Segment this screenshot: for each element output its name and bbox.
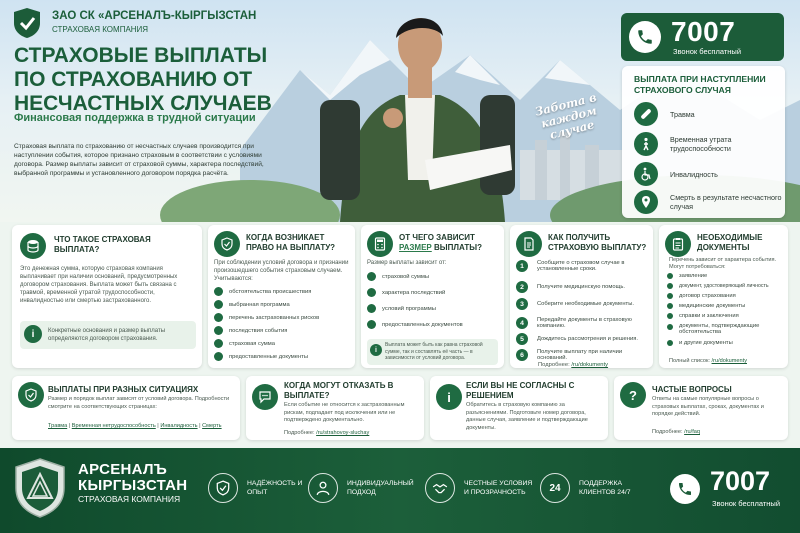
feature-individual — [308, 470, 417, 506]
more-link[interactable]: /ru/dokumenty — [571, 362, 609, 368]
info-icon: i — [370, 344, 382, 356]
situation-links: Травма | Временная нетрудоспособность | Инвалидность | Смерть — [48, 423, 222, 429]
card-text: Это денежная сумма, которую страховая компания выплачивает при наличии оснований, предусмотренных договором страхования. Выплата может быть связана с травмой, временной утратой трудоспособности, инвалидностью или смертью застрахованного. — [20, 266, 178, 304]
card-faq — [614, 376, 788, 440]
card-what-is-payout — [12, 225, 202, 368]
footer-brand: АРСЕНАЛЪ — [78, 461, 168, 478]
step-item: 3 Соберите необходимые документы. — [516, 298, 649, 310]
map-pin-icon — [634, 190, 658, 214]
more-link[interactable]: /ru/strahovoy-sluchay — [316, 430, 370, 436]
footer-brand-type: СТРАХОВАЯ КОМПАНИЯ — [78, 494, 181, 504]
card-amount-factors — [361, 225, 504, 368]
phone-icon — [670, 474, 700, 504]
list-item: заявление — [667, 273, 707, 279]
card-text: Ответы на самые популярные вопросы о страховых выплатах, сроках, документах и порядке действий. — [652, 396, 764, 417]
company-type: СТРАХОВАЯ КОМПАНИЯ — [52, 25, 149, 34]
feature-label: ИНДИВИДУАЛЬНЫЙ ПОДХОД — [347, 480, 414, 496]
card-how-to-get — [510, 225, 653, 368]
shield-logo-icon — [12, 7, 42, 39]
check-icon — [214, 339, 223, 348]
info-note-text: Конкретные основания и размер выплаты определяются договором страхования. — [48, 328, 166, 342]
step-item: 4 Передайте документы в страховую компанию. — [516, 317, 649, 329]
list-item: последствия события — [214, 326, 287, 335]
page-subtitle: Финансовая поддержка в трудной ситуации — [14, 112, 256, 124]
check-icon — [214, 313, 223, 322]
list-item: обстоятельства происшествия — [214, 287, 311, 296]
handshake-icon — [425, 473, 455, 503]
step-item: 5 Дождитесь рассмотрения и решения. — [516, 333, 649, 345]
footer-brand-country: КЫРГЫЗСТАН — [78, 477, 188, 494]
card-title: ЕСЛИ ВЫ НЕ СОГЛАСНЫ С РЕШЕНИЕМ — [466, 381, 575, 400]
check-icon — [667, 313, 673, 319]
card-title: ЧАСТЫЕ ВОПРОСЫ — [652, 385, 732, 394]
link-disability[interactable]: Инвалидность — [160, 423, 198, 429]
more-line: Подробнее: /ru/strahovoy-sluchay — [284, 430, 370, 436]
list-item: страховая сумма — [214, 339, 275, 348]
chat-bubble-icon — [252, 384, 278, 410]
payout-cases-title: ВЫПЛАТА ПРИ НАСТУПЛЕНИИ СТРАХОВОГО СЛУЧАЯ — [634, 74, 766, 95]
bullet-icon — [367, 272, 376, 281]
link-temp-disability[interactable]: Временная нетрудоспособность — [71, 423, 156, 429]
link-death[interactable]: Смерть — [202, 423, 222, 429]
card-title: НЕОБХОДИМЫЕ ДОКУМЕНТЫ — [697, 233, 763, 252]
check-icon — [667, 303, 673, 309]
card-title: КАК ПОЛУЧИТЬ СТРАХОВУЮ ВЫПЛАТУ? — [548, 233, 647, 252]
list-item: выбранная программа — [214, 300, 290, 309]
payout-item-disability-temp — [634, 131, 784, 157]
payout-item-label: Травма — [670, 109, 695, 119]
person-with-arm-sling-image — [300, 0, 540, 222]
list-item: предоставленных документов — [367, 320, 463, 329]
check-icon — [667, 273, 673, 279]
company-name: ЗАО СК «АРСЕНАЛЪ-КЫРГЫЗСТАН — [52, 10, 257, 22]
payout-item-label: Инвалидность — [670, 169, 718, 179]
card-right-to-payout — [208, 225, 355, 368]
coins-icon — [20, 233, 46, 259]
step-item: 6 Получите выплату при наличии оснований. — [516, 349, 649, 361]
card-title: ОТ ЧЕГО ЗАВИСИТ РАЗМЕР ВЫПЛАТЫ? — [399, 233, 482, 252]
bullet-icon — [367, 320, 376, 329]
step-item: 2 Получите медицинскую помощь. — [516, 281, 649, 293]
card-text: Если событие не относится к застрахованным рискам, подпадает под исключения или не подтверждено документально. — [284, 402, 405, 423]
check-icon — [214, 287, 223, 296]
feature-label: ПОДДЕРЖКА КЛИЕНТОВ 24/7 — [579, 480, 631, 496]
list-item: справки и заключения — [667, 313, 739, 319]
walking-person-icon — [634, 132, 658, 156]
list-item: документы, подтверждающие обстоятельства — [667, 323, 782, 335]
info-note — [367, 339, 498, 365]
card-title: КОГДА ВОЗНИКАЕТ ПРАВО НА ВЫПЛАТУ? — [246, 233, 336, 252]
link-injury[interactable]: Травма — [48, 423, 68, 429]
shield-check-icon — [18, 382, 44, 408]
payout-item-disability — [634, 161, 784, 187]
footer-bar — [0, 448, 800, 533]
more-link[interactable]: /ru/faq — [684, 429, 700, 435]
card-refusal — [246, 376, 424, 440]
payout-item-label: Смерть в результате несчастного случая — [670, 193, 782, 211]
card-title: ЧТО ТАКОЕ СТРАХОВАЯ ВЫПЛАТА? — [54, 235, 151, 254]
phone-banner-top[interactable] — [621, 13, 784, 61]
check-icon — [667, 324, 673, 330]
feature-support — [540, 470, 649, 506]
list-item: и другие документы — [667, 340, 733, 346]
check-icon — [214, 300, 223, 309]
card-text: Размер и порядок выплат зависят от условий договора. Подробности смотрите на соответствующих страницах: — [48, 396, 230, 410]
list-item: характера последствий — [367, 288, 445, 297]
feature-label: НАДЁЖНОСТЬ И ОПЫТ — [247, 480, 303, 496]
card-situations — [12, 376, 240, 440]
list-item: предоставленные документы — [214, 352, 308, 361]
list-item: условий программы — [367, 304, 436, 313]
check-icon — [214, 352, 223, 361]
card-disagree — [430, 376, 608, 440]
card-text: При соблюдении условий договора и признании произошедшего события страховым случаем. Учитываются: — [214, 260, 349, 282]
list-item: медицинские документы — [667, 303, 745, 309]
info-note — [20, 321, 196, 349]
payout-cases-card — [622, 66, 785, 218]
list-item: страховой суммы — [367, 272, 429, 281]
more-link[interactable]: /ru/dokumenty — [711, 358, 747, 364]
phone-number: 7007 — [710, 466, 771, 496]
emblem-logo-icon — [14, 458, 66, 518]
list-item: договор страхования — [667, 293, 736, 299]
check-icon — [667, 293, 673, 299]
check-icon — [667, 283, 673, 289]
phone-banner-bottom[interactable] — [668, 460, 793, 520]
card-text: Обратитесь в страховую компанию за разъяснениями. Подготовьте номер договора, данные случая, заявление и подтверждающие документы. — [466, 402, 588, 431]
check-icon — [667, 340, 673, 346]
feature-label: ЧЕСТНЫЕ УСЛОВИЯ И ПРОЗРАЧНОСТЬ — [464, 480, 533, 496]
payout-item-label: Временная утрата трудоспособности — [670, 135, 732, 153]
slogan: Забота в каждом случае — [533, 89, 599, 142]
info-icon: i — [24, 325, 42, 343]
payout-item-death — [634, 189, 784, 215]
bullet-icon — [367, 304, 376, 313]
phone-note: Звонок бесплатный — [673, 47, 742, 56]
card-title: КОГДА МОГУТ ОТКАЗАТЬ В ВЫПЛАТЕ? — [284, 381, 394, 400]
page-title: СТРАХОВЫЕ ВЫПЛАТЫ ПО СТРАХОВАНИЮ ОТ НЕСЧАСТНЫХ СЛУЧАЕВ — [14, 44, 272, 115]
shield-check-icon — [214, 231, 240, 257]
more-line: Подробнее: /ru/dokumenty — [538, 362, 609, 368]
feature-fairness — [425, 470, 536, 506]
intro-text: Страховая выплата по страхованию от несчастных случаев производится при наступлении события, которое признано страховым в соответствии с условиями договора. Размер выплаты зависит от страховой суммы, характера последствий, выбранной программы и установленного договором порядка расчёта. — [14, 143, 264, 177]
bullet-icon — [367, 288, 376, 297]
clipboard-icon — [665, 231, 691, 257]
shield-check-icon — [208, 473, 238, 503]
phone-note: Звонок бесплатный — [712, 499, 781, 508]
more-line: Полный список: /ru/dokumenty — [669, 358, 747, 364]
wheelchair-icon — [634, 162, 658, 186]
card-text: Перечень зависит от характера события. Могут потребоваться: — [669, 257, 777, 270]
document-icon — [516, 231, 542, 257]
info-note-text: Выплата может быть как равна страховой сумме, так и составлять её часть — в зависимости от условий договора. — [385, 342, 483, 361]
card-text: Размер выплаты зависит от: — [367, 260, 447, 266]
feature-reliability — [208, 470, 311, 506]
payout-item-injury — [634, 101, 784, 127]
info-icon: i — [436, 384, 462, 410]
list-item: документ, удостоверяющий личность — [667, 283, 769, 289]
list-item: перечень застрахованных рисков — [214, 313, 319, 322]
bandage-icon — [634, 102, 658, 126]
calculator-icon — [367, 231, 393, 257]
clock-24-icon: 24 — [540, 473, 570, 503]
card-required-docs — [659, 225, 788, 368]
hero-section — [0, 0, 800, 222]
user-icon — [308, 473, 338, 503]
phone-number: 7007 — [671, 16, 736, 47]
card-title: ВЫПЛАТЫ ПРИ РАЗНЫХ СИТУАЦИЯХ — [48, 385, 199, 394]
check-icon — [214, 326, 223, 335]
question-icon: ? — [620, 382, 646, 408]
phone-icon — [629, 21, 661, 53]
step-item: 1 Сообщите о страховом случае в установленные сроки. — [516, 260, 649, 272]
more-line: Подробнее: /ru/faq — [652, 429, 700, 435]
